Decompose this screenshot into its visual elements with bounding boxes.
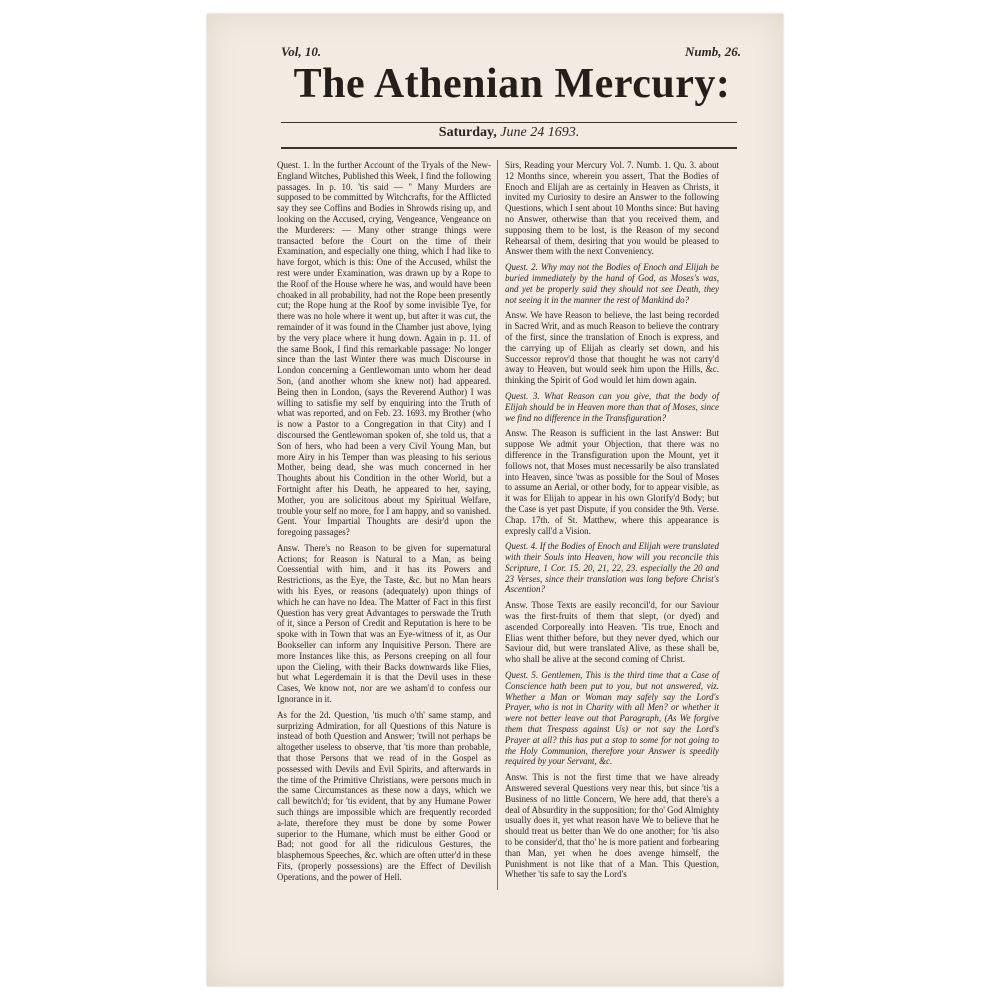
article-paragraph: Answ. There's no Reason to be given for supernatural Actions; for Reason is Natural to a Man, as being Coessential with him, and it has its Powers and Restrictions, as the Eye, the Taste, &c. but no Man hears with his Eyes, or reasons (adequately) upon things of which he can have no Idea. The Matter of Fact in this first Question has very great Advantages to perswade the Truth of it, since a Person of Credit and Reputation is here to be spoke with in Town that was an Eye-witness of it, as Our Bookseller can inform any Inquisitive Person. There are more Instances like this, as Persons creeping on all four upon the Cieling, with their Backs downwards like Flies, but what Legerdemain it is that the Devil uses in these Cases, We know not, nor are we asham'd to confess our Ignorance in it. — [277, 542, 491, 705]
answer-paragraph: Answ. The Reason is sufficient in the last Answer: But suppose We admit your Objection, that there was no difference in the Transfiguration upon the Mount, yet it follows not, that Moses must necessarily be also translated into Heaven, since 'twas as possible for the Soul of Moses to assume an Aerial, or other body, for to appear visible, as it was for Elijah to appear in his own Glorify'd Body; but the Case is yet past Dispute, if you consider the 9th. Verse. Chap. 17th. of St. Matthew, where this appearance is expresly call'd a Vision. — [505, 428, 719, 536]
newspaper-page — [207, 14, 783, 986]
question-paragraph: Quest. 2. Why may not the Bodies of Enoch and Elijah be buried immediately by the hand of God, as Moses's was, and yet be properly said they should not see Death, they not seeing it in the manner the rest of Mankind do? — [505, 262, 719, 305]
article-paragraph: Sirs, Reading your Mercury Vol. 7. Numb. 1. Qu. 3. about 12 Months since, wherein you assert, That the Bodies of Enoch and Elijah are as certainly in Heaven as Christs, it invited my Curiosity to desire an Answer to the following Questions, which I sent about 10 Months since: But having no Answer, otherwise than that you received them, and supposing them to be lost, is the Reason of my second Rehearsal of them, desiring that you would be pleased to Answer them with the next Conveniency. — [505, 160, 719, 257]
article-paragraph: Quest. 1. In the further Account of the Tryals of the New-England Witches, Published this Week, I find the following passages. In p. 10. 'tis said — " Many Murders are supposed to be committed by Witchcrafts, for the Afflicted say they see Coffins and Bodies in Shrowds rising up, and looking on the Accused, crying, Vengeance, Vengeance on the Murderers: — Many other strange things were transacted before the Court on the time of their Examination, and especially one thing, which I had like to have forgot, which is this: One of the Accused, whilst the rest were under Examination, was drawn up by a Rope to the Roof of the House where he was, and would have been choaked in all probability, had not the Rope been presently cut; the Rope hung at the Roof by some invisible Tye, for there was no hole where it went up, but after it was cut, the remainder of it was found in the Chamber just above, lying by the very place where it hung down. Again in p. 11. of the same Book, I find this remarkable passage: No longer since than the last Winter there was much Discourse in London concerning a Gentlewoman unto whom her dead Son, (and another whom she knew not) had appeared. Being then in London, (says the Reverend Author) I was willing to satisfie my self by enquiring into the Truth of what was reported, and on Feb. 23. 1693. my Brother (who is now a Pastor to a Congregation in that City) and I discoursed the Gentlewoman spoken of, she told us, that a Son of hers, who had been a very Civil Young Man, but more Airy in his Temper than was pleasing to his serious Mother, being dead, she was much concerned in her Thoughts about his Condition in the other World, but a Fortnight after his Death, he appeared to her, saying, Mother, you are solicitous about my Spiritual Welfare, trouble your self no more, for I am happy, and so vanished. Gent. Your Impartial Thoughts are desir'd upon the foregoing passages? — [277, 160, 491, 538]
question-paragraph: Quest. 3. What Reason can you give, that the body of Elijah should be in Heaven more than that of Moses, since we find no difference in the Transfiguration? — [505, 390, 719, 423]
answer-paragraph: Answ. This is not the first time that we have already Answered several Questions very near this, but since 'tis a Business of no little Concern, We here add, that there's a deal of Absurdity in the supposition; for tho' God Almighty usually does it, yet what reason have We to believe that he should treat us better than We do one another; for 'tis also to be consider'd, that tho' he is more patient and forbearing than Man, yet when he does avenge himself, the Punishment is not like that of a Man. This Question, Whether 'tis safe to say the Lord's — [505, 772, 719, 880]
left-column — [277, 160, 491, 888]
number-label: Numb, 26. — [685, 44, 741, 59]
volume-label: Vol, 10. — [281, 44, 322, 59]
dateline-day: Saturday, — [438, 125, 497, 140]
title-rule — [281, 122, 737, 123]
answer-paragraph: Answ. Those Texts are easily reconcil'd, for our Saviour was the first-fruits of them that slept, (or dyed) and ascended Corporeally into Heaven. 'Tis true, Enoch and Elias went thither before, but they never dyed, which our Saviour did, but were translated Alive, as these shall be, who shall be alive at the second coming of Christ. — [505, 600, 719, 665]
question-paragraph: Quest. 5. Gentlemen, This is the third time that a Case of Conscience hath been put to you, but not answered, viz. Whether a Man or Woman may safely say the Lord's Prayer, who is not in Charity with all Men? or whether it were not better leave out that Paragraph, (As We forgive them that Trespass against Us) or not say the Lord's Prayer at all? this has put a stop to some for not going to the Holy Communion, therefore your Answer is speedily required by your Servant, &c. — [505, 670, 719, 767]
question-paragraph: Quest. 4. If the Bodies of Enoch and Elijah were translated with their Souls into Heaven, how will you reconcile this Scripture, 1 Cor. 15. 20, 21, 22, 23. especially the 20 and 23 Verses, since their translation was long before Christ's Ascention? — [505, 541, 719, 595]
dateline-rule — [281, 147, 737, 149]
column-divider — [497, 160, 498, 890]
newspaper-title: The Athenian Mercury: — [293, 61, 731, 107]
dateline-date: June 24 1693. — [500, 125, 580, 140]
answer-paragraph: Answ. We have Reason to believe, the last being recorded in Sacred Writ, and as much Reason to believe the contrary of the first, since the translation of Enoch is express, and the carrying up of Elijah as clearly set down, and his Successor reprov'd those that thought he was not carry'd away to Heaven, but would seek him upon the Hills, &c. thinking the Spirit of God would let him down again. — [505, 310, 719, 386]
article-paragraph: As for the 2d. Question, 'tis much o'th' same stamp, and surprizing Admiration, for all Questions of this Nature is instead of both Question and Answer; 'twill not perhaps be altogether useless to observe, that 'tis more than probable, that those Persons that we read of in the Gospel as possessed with Devils and Evil Spirits, and afterwards in the time of the Primitive Christians, were persons much in the same Circumstances as these now a days, which we call bewitch'd; for 'tis evident, that by any Humane Power such things are impossible which are frequently recorded a-late, therefore they must be done by some Power superior to the Humane, which must be either Good or Bad; not good for all the ridiculous Gestures, the blasphemous Speeches, &c. which are often utter'd in these Fits, (properly possessions) are the Effect of Devilish Operations, and the power of Hell. — [277, 709, 491, 882]
dateline — [281, 125, 737, 141]
right-column — [505, 160, 719, 885]
